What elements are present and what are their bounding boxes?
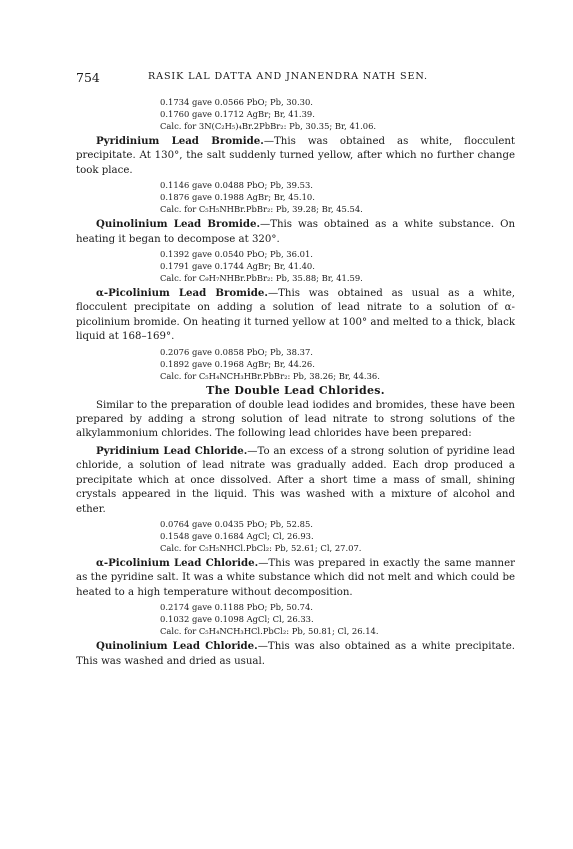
picolinium-bromide-paragraph (76, 286, 515, 345)
analysis-line: 0.2076 gave 0.0858 PbO; Pb, 38.37. (160, 346, 313, 357)
analysis-data-block (160, 601, 515, 637)
pyridinium-chloride-paragraph (76, 444, 515, 517)
quinolinium-chloride-paragraph (76, 639, 515, 669)
analysis-line: 0.1734 gave 0.0566 PbO; Pb, 30.30. (160, 97, 313, 107)
running-head: RASIK LAL DATTA AND JNANENDRA NATH SEN. (148, 71, 429, 82)
analysis-line: 0.1032 gave 0.1098 AgCl; Cl, 26.33. (160, 614, 314, 625)
section-intro-paragraph: Similar to the preparation of double lead iodides and bromides, these have been prepared by adding a strong solution of lead nitrate to strong solutions of the alkylammonium chlorides. The following lead chlorides have been prepared: (76, 399, 515, 440)
analysis-line: Calc. for C₅H₄NCH₃HBr.PbBr₂: Pb, 38.26; Br, 44.36. (160, 370, 380, 381)
paragraph-text: —This was also obtained as a white precipitate. This was washed and dried as usual. (76, 641, 515, 667)
analysis-line: 0.1146 gave 0.0488 PbO; Pb, 39.53. (160, 180, 313, 191)
compound-title: Pyridinium Lead Bromide. (96, 135, 264, 147)
analysis-data-block (160, 346, 515, 382)
page-header (76, 70, 515, 96)
compound-title: α-Picolinium Lead Bromide. (96, 287, 268, 300)
compound-title: α-Picolinium Lead Chloride. (96, 556, 259, 569)
pyridinium-bromide-paragraph (76, 134, 515, 178)
analysis-line: Calc. for C₉H₇NHBr.PbBr₂: Pb, 35.88; Br, 41.59. (160, 273, 363, 284)
paragraph-text: —This was obtained as white, flocculent precipitate. At 130°, the salt suddenly turned yellow, after which no further change took place. (76, 136, 516, 176)
analysis-data-block (160, 248, 515, 284)
compound-title: Quinolinium Lead Chloride. (96, 640, 258, 653)
analysis-line: Calc. for C₅H₅NHCl.PbCl₂: Pb, 52.61; Cl, 27.07. (160, 542, 362, 553)
page-number: 754 (76, 70, 100, 85)
analysis-data-block (160, 96, 515, 132)
analysis-line: 0.1760 gave 0.1712 AgBr; Br, 41.39. (160, 109, 315, 119)
analysis-line: 0.1548 gave 0.1684 AgCl; Cl, 26.93. (160, 530, 314, 541)
paragraph-text: —This was prepared in exactly the same manner as the pyridine salt. It was a white substance which did not melt and which could be heated to a high temperature without decomposition. (76, 557, 515, 598)
compound-title: Pyridinium Lead Chloride. (96, 444, 248, 457)
analysis-line: Calc. for 3N(C₂H₅)₄Br.2PbBr₂: Pb, 30.35; Br, 41.06. (160, 121, 377, 131)
analysis-data-block (160, 518, 515, 554)
picolinium-chloride-paragraph (76, 556, 515, 600)
analysis-line: Calc. for C₅H₅NHBr.PbBr₂: Pb, 39.28; Br, 45.54. (160, 204, 363, 215)
quinolinium-bromide-paragraph (76, 217, 515, 247)
paragraph-text: —This was obtained as usual as a white, flocculent precipitate on adding a solution of lead nitrate to a solution of α-picolinium bromide. On heating it turned yellow at 100° and melted to a thick, black liquid at 168–169°. (76, 288, 515, 343)
analysis-line: Calc. for C₅H₄NCH₃HCl.PbCl₂: Pb, 50.81; Cl, 26.14. (160, 626, 379, 637)
paragraph-text: —This was obtained as a white substance. On heating it began to decompose at 320°. (76, 219, 516, 245)
section-heading: The Double Lead Chlorides. (206, 383, 385, 397)
compound-title: Quinolinium Lead Bromide. (96, 218, 260, 231)
analysis-line: 0.2174 gave 0.1188 PbO; Pb, 50.74. (160, 602, 313, 613)
analysis-line: 0.1876 gave 0.1988 AgBr; Br, 45.10. (160, 192, 315, 203)
analysis-line: 0.0764 gave 0.0435 PbO; Pb, 52.85. (160, 518, 313, 529)
paragraph-text: —To an excess of a strong solution of pyridine lead chloride, a solution of lead nitrate was gradually added. Each drop produced a precipitate which at once dissolved. After a short time a mass of small, shining crystals appeared in the liquid. This was washed with a mixture of alcohol and ether. (76, 445, 515, 515)
analysis-line: 0.1392 gave 0.0540 PbO; Pb, 36.01. (160, 249, 313, 260)
analysis-data-block (160, 179, 515, 215)
analysis-line: 0.1791 gave 0.1744 AgBr; Br, 41.40. (160, 261, 315, 272)
analysis-line: 0.1892 gave 0.1968 AgBr; Br, 44.26. (160, 358, 315, 369)
